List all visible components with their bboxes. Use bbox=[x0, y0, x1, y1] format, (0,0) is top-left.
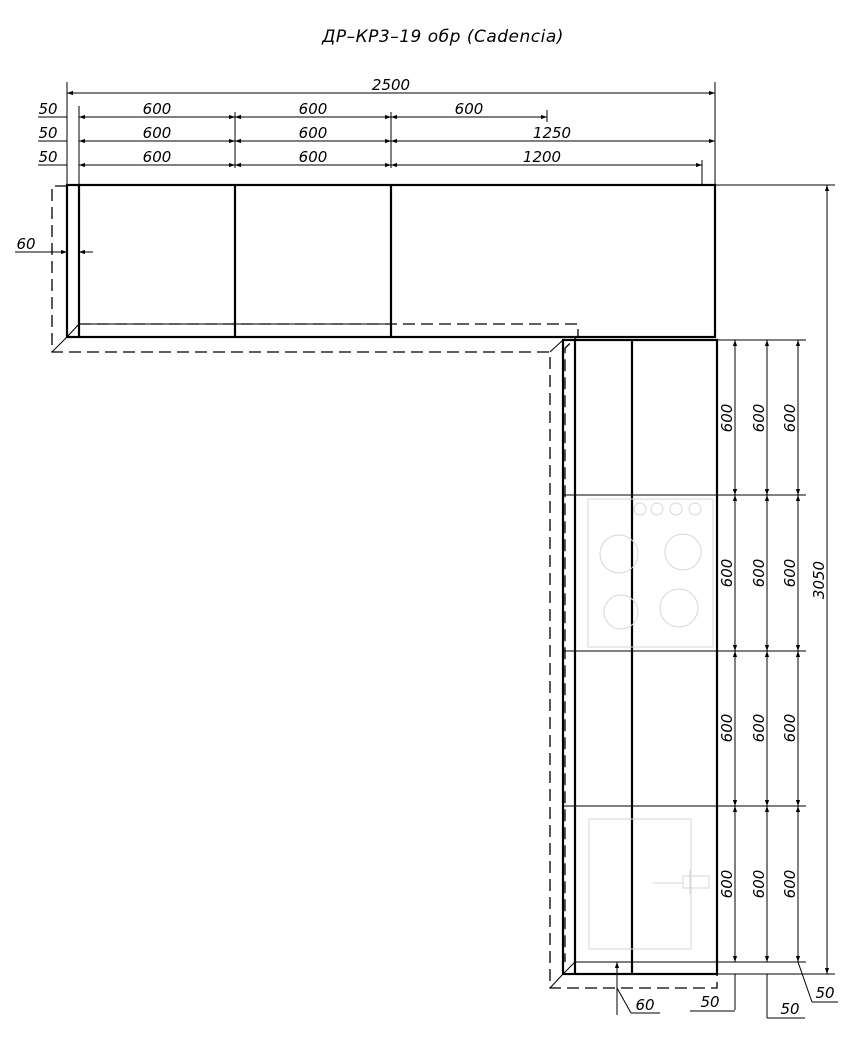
bottom-dimensions bbox=[617, 962, 838, 1018]
worktop-corner-top-left bbox=[52, 337, 67, 352]
dim-row1-offset: 50 bbox=[38, 100, 58, 118]
dim-bottom-depth: 60 bbox=[635, 996, 655, 1014]
dim-row2-seg2: 600 bbox=[298, 124, 328, 142]
top-dimensions bbox=[38, 76, 715, 185]
dim-right-overall: 3050 bbox=[810, 560, 828, 600]
dim-left-depth: 60 bbox=[16, 235, 36, 253]
dim-row3-seg2: 600 bbox=[298, 148, 328, 166]
dim-col1-1: 600 bbox=[718, 403, 736, 433]
dim-col2-1: 600 bbox=[750, 403, 768, 433]
dim-col1-3: 600 bbox=[718, 713, 736, 743]
right-run-outline bbox=[563, 340, 717, 974]
dim-bottom-col3: 50 bbox=[815, 984, 835, 1002]
dim-col3-3: 600 bbox=[781, 713, 799, 743]
dim-col2-4: 600 bbox=[750, 869, 768, 899]
dim-row3-seg3: 1200 bbox=[522, 148, 562, 166]
cooktop-icon bbox=[588, 499, 713, 647]
dim-overall-2500: 2500 bbox=[371, 76, 411, 94]
left-depth-dimension bbox=[15, 235, 93, 253]
dim-col1-2: 600 bbox=[718, 558, 736, 588]
dim-col3-4: 600 bbox=[781, 869, 799, 899]
dim-col3-2: 600 bbox=[781, 558, 799, 588]
dim-row1-seg2: 600 bbox=[298, 100, 328, 118]
worktop-outline-inner bbox=[79, 324, 578, 962]
dim-row1-seg3: 600 bbox=[454, 100, 484, 118]
worktop-corner-inner bbox=[550, 340, 563, 352]
dim-col2-3: 600 bbox=[750, 713, 768, 743]
dim-row1-seg1: 600 bbox=[142, 100, 172, 118]
dim-row2-seg1: 600 bbox=[142, 124, 172, 142]
dim-col3-1: 600 bbox=[781, 403, 799, 433]
drawing-title: ДР–КР3–19 обр (Cadencia) bbox=[322, 27, 564, 47]
dim-bottom-col2: 50 bbox=[780, 1000, 800, 1018]
right-dimensions bbox=[715, 185, 835, 1018]
right-cabinet-run bbox=[563, 340, 717, 974]
top-cabinet-run bbox=[67, 185, 715, 337]
right-run-corner-diag bbox=[563, 962, 575, 974]
dim-col1-4: 600 bbox=[718, 869, 736, 899]
dim-col2-2: 600 bbox=[750, 558, 768, 588]
worktop-outline-outer bbox=[52, 186, 717, 988]
dim-row2-seg3: 1250 bbox=[532, 124, 572, 142]
top-run-corner-diag bbox=[67, 324, 79, 337]
dim-row3-seg1: 600 bbox=[142, 148, 172, 166]
dim-bottom-col1: 50 bbox=[700, 993, 720, 1011]
dim-row3-offset: 50 bbox=[38, 148, 58, 166]
worktop-corner-bottom bbox=[550, 974, 563, 988]
dim-row2-offset: 50 bbox=[38, 124, 58, 142]
sink-icon bbox=[589, 819, 709, 949]
